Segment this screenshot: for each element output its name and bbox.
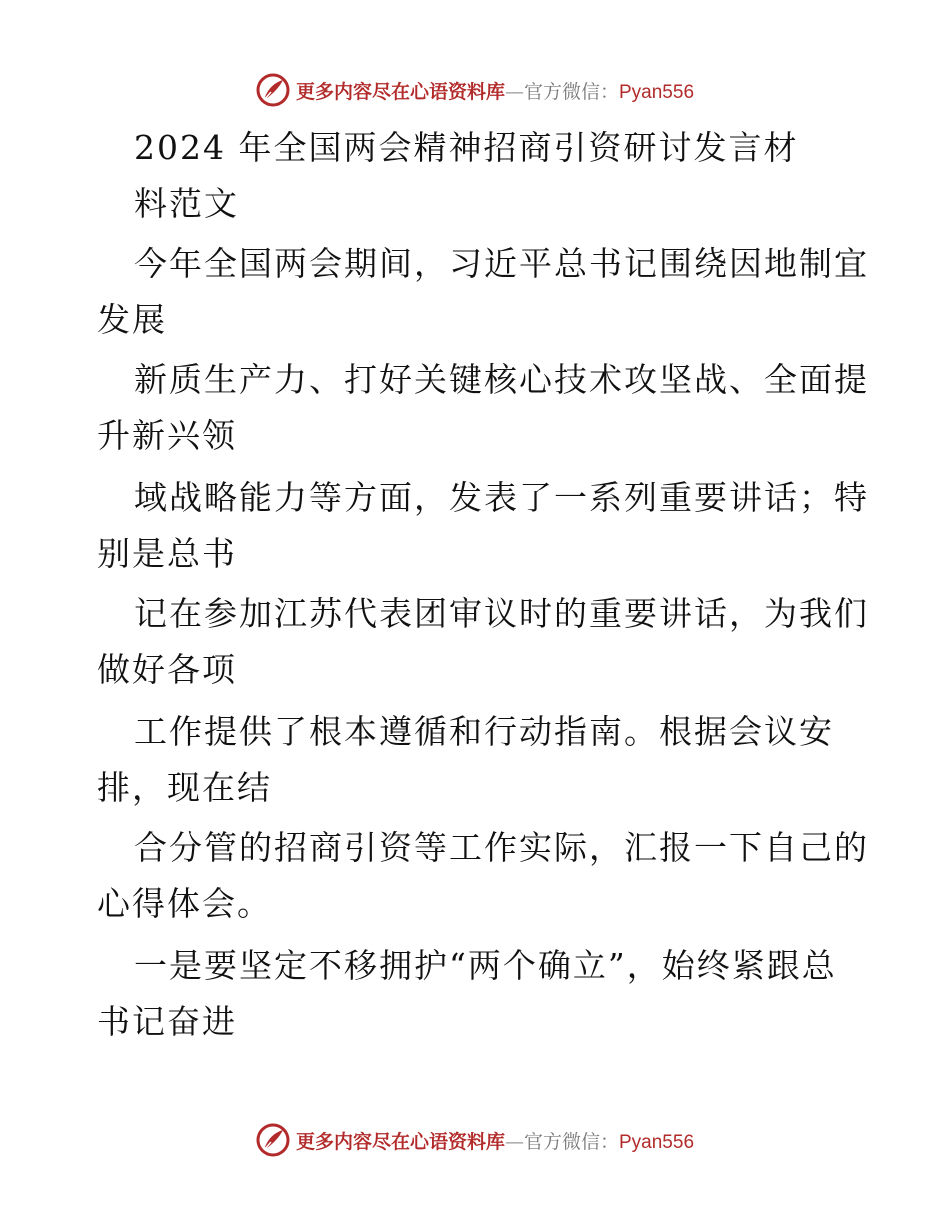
banner-main-text: 更多内容尽在心语资料库 <box>295 1130 505 1153</box>
paragraph-line: 发展 <box>97 300 167 339</box>
paragraph-line: 做好各项 <box>97 650 237 689</box>
banner-wechat-label: 官方微信： <box>523 80 619 103</box>
feather-pen-logo-icon <box>256 73 290 107</box>
paragraph-line: 记在参加江苏代表团审议时的重要讲话，为我们 <box>134 594 869 633</box>
paragraph-line: 书记奋进 <box>97 1002 237 1041</box>
paragraph-line: 合分管的招商引资等工作实际，汇报一下自己的 <box>134 828 869 867</box>
paragraph-line: 域战略能力等方面，发表了一系列重要讲话；特 <box>134 478 869 517</box>
paragraph-line: 升新兴领 <box>97 416 237 455</box>
paragraph-line: 新质生产力、打好关键核心技术攻坚战、全面提 <box>134 360 869 399</box>
document-title-line-1: 2024 年全国两会精神招商引资研讨发言材 <box>134 128 799 167</box>
header-watermark-banner <box>0 70 950 110</box>
banner-wechat-id: Pyan556 <box>619 1131 695 1153</box>
paragraph-line: 工作提供了根本遵循和行动指南。根据会议安 <box>134 712 834 751</box>
document-title-line-2: 料范文 <box>134 184 239 223</box>
banner-dash: — <box>504 80 524 103</box>
paragraph-line: 排，现在结 <box>97 768 272 807</box>
paragraph-line: 心得体会。 <box>97 884 272 923</box>
banner-main-text: 更多内容尽在心语资料库 <box>295 80 505 103</box>
paragraph-line: 今年全国两会期间，习近平总书记围绕因地制宜 <box>134 244 869 283</box>
feather-pen-logo-icon <box>256 1123 290 1157</box>
paragraph-line: 别是总书 <box>97 534 237 573</box>
footer-watermark-banner <box>0 1120 950 1160</box>
paragraph-line: 一是要坚定不移拥护“两个确立”，始终紧跟总 <box>134 946 837 985</box>
banner-wechat-label: 官方微信： <box>523 1130 619 1153</box>
banner-dash: — <box>504 1130 524 1153</box>
banner-wechat-id: Pyan556 <box>619 81 695 103</box>
